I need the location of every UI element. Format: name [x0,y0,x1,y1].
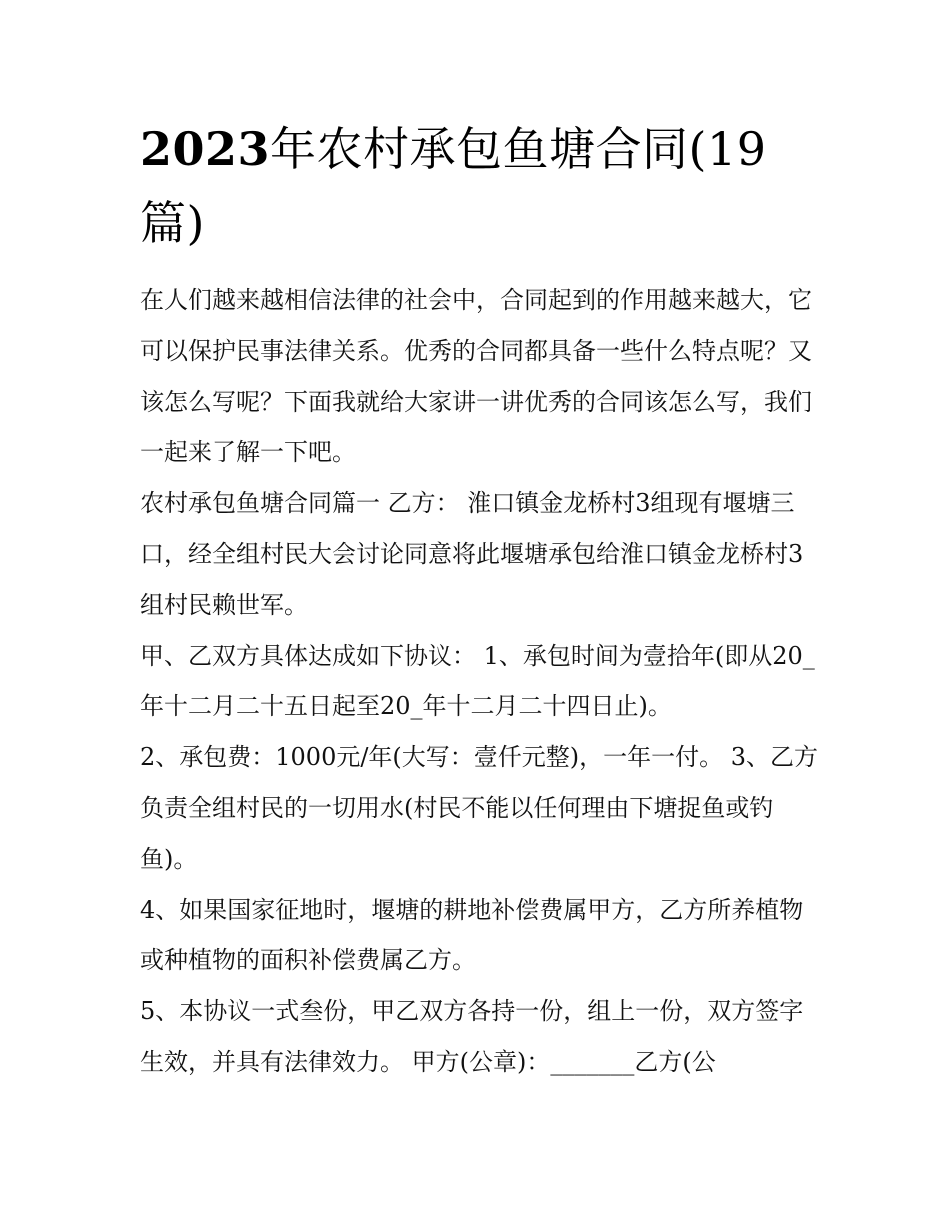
paragraph-contract-part-1: 农村承包鱼塘合同篇一 乙方： 淮口镇金龙桥村3组现有堰塘三口，经全组村民大会讨论同意将此堰塘承包给淮口镇金龙桥村3组村民赖世军。 [140,489,804,619]
paragraph-fee-and-water: 2、承包费：1000元/年(大写：壹仟元整)，一年一付。 3、乙方负责全组村民的一切用水(村民不能以任何理由下塘捉鱼或钓鱼)。 [140,743,819,873]
paragraph-compensation: 4、如果国家征地时，堰塘的耕地补偿费属甲方，乙方所养植物或种植物的面积补偿费属乙方。 [140,895,804,975]
paragraph-agreement-term: 甲、乙双方具体达成如下协议： 1、承包时间为壹拾年(即从20_年十二月二十五日起至20_年十二月二十四日止)。 [140,641,815,721]
title-text: 年农村承包鱼塘合同(19篇) [140,122,767,250]
document-title [140,112,820,260]
document-body [140,275,820,1088]
title-year: 2023 [140,122,271,176]
paragraph-signatures: 5、本协议一式叁份，甲乙双方各持一份，组上一份，双方签字生效，并具有法律效力。 甲方(公章)：_______乙方(公 [140,997,804,1076]
paragraph-intro: 在人们越来越相信法律的社会中，合同起到的作用越来越大，它可以保护民事法律关系。优秀的合同都具备一些什么特点呢？又该怎么写呢？下面我就给大家讲一讲优秀的合同该怎么写，我们一起来了解一下吧。 [140,286,812,467]
